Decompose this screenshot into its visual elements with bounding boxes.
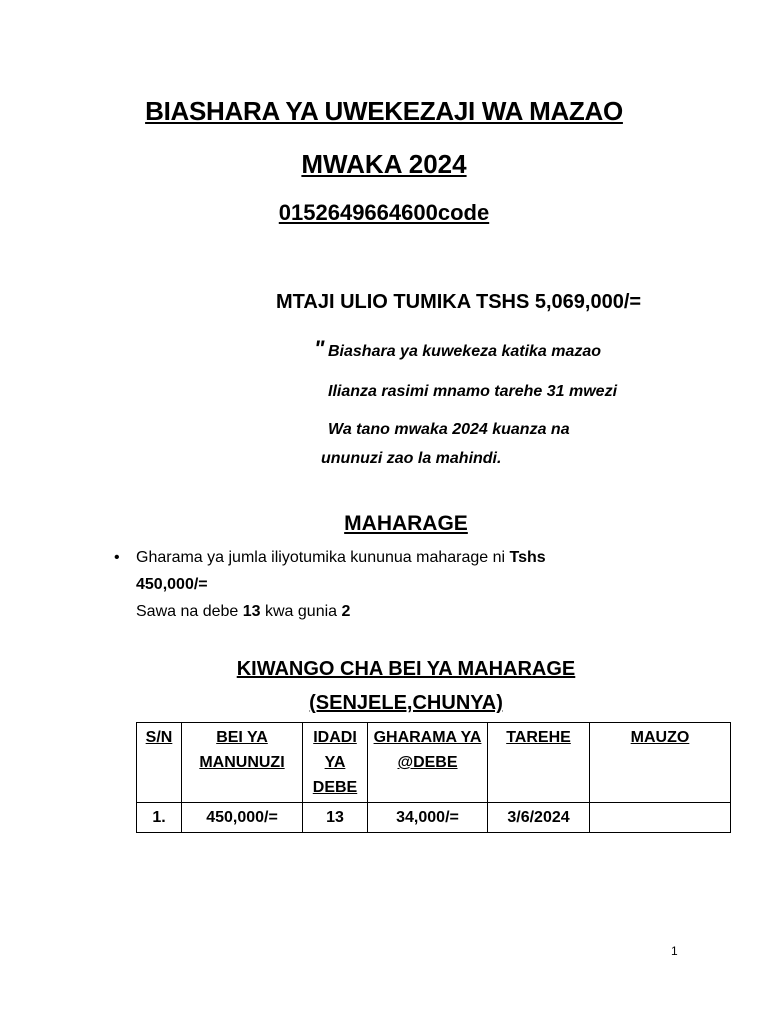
cell-gharama-ya-debe: 34,000/= [368, 803, 488, 833]
bullet-currency: Tshs [509, 549, 546, 566]
header-sn: S/N [137, 723, 182, 803]
table-row [137, 803, 731, 833]
cell-mauzo [590, 803, 731, 833]
price-table-title: KIWANGO CHA BEI YA MAHARAGE [236, 658, 576, 680]
quote-line-2: Ilianza rasimi mnamo tarehe 31 mwezi [328, 383, 618, 400]
price-table [136, 722, 731, 833]
header-idadi-ya-debe: IDADI YA DEBE [303, 723, 368, 803]
quote-mark: " [314, 336, 325, 361]
header-tarehe: TAREHE [488, 723, 590, 803]
section-heading-maharage: MAHARAGE [344, 512, 468, 535]
gunia-count: 2 [341, 603, 351, 620]
cell-idadi-ya-debe: 13 [303, 803, 368, 833]
bullet-icon: • [114, 549, 120, 566]
quote-line-3: Wa tano mwaka 2024 kuanza na [328, 421, 570, 438]
quote-line-1: Biashara ya kuwekeza katika mazao [328, 343, 602, 360]
cell-bei-ya-manunuzi: 450,000/= [182, 803, 303, 833]
price-table-location: (SENJELE,CHUNYA) [309, 692, 503, 714]
header-gharama-ya-debe: GHARAMA YA @DEBE [368, 723, 488, 803]
page-number: 1 [671, 944, 678, 958]
bullet-line3-part1: Sawa na debe [136, 603, 243, 620]
table-header-row [137, 723, 731, 803]
bullet-amount: 450,000/= [136, 576, 208, 593]
year-heading: MWAKA 2024 [301, 149, 467, 179]
bullet-line3-part2: kwa gunia [260, 603, 342, 620]
cell-tarehe: 3/6/2024 [488, 803, 590, 833]
capital-used-line: MTAJI ULIO TUMIKA TSHS 5,069,000/= [276, 291, 642, 313]
quote-line-4: ununuzi zao la mahindi. [321, 450, 502, 467]
code-heading: 0152649664600code [278, 200, 490, 225]
header-bei-ya-manunuzi: BEI YA MANUNUZI [182, 723, 303, 803]
bullet-line-2 [136, 576, 208, 594]
debe-count: 13 [242, 603, 261, 620]
document-title: BIASHARA YA UWEKEZAJI WA MAZAO [145, 96, 623, 126]
bullet-line-3 [136, 603, 350, 621]
bullet-line-1 [136, 549, 546, 567]
cell-sn: 1. [137, 803, 182, 833]
header-mauzo: MAUZO [590, 723, 731, 803]
bullet-text-part1: Gharama ya jumla iliyotumika kununua maharage ni [136, 549, 510, 566]
